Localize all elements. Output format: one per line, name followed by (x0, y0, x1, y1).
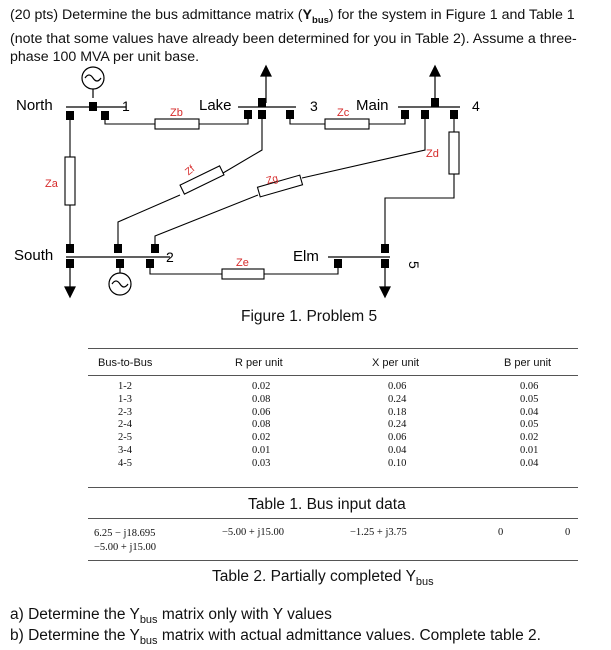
table-cell: 0.01 (520, 444, 539, 456)
figure-1-caption: Figure 1. Problem 5 (241, 308, 378, 325)
ybus-cell-1-1: 6.25 − j18.695 −5.00 + j15.00 (94, 528, 157, 553)
table-cell: 4-5 (118, 457, 132, 469)
table-cell: 0.03 (252, 457, 271, 469)
table-cell: 0.24 (388, 419, 407, 431)
table-cell: 0.08 (252, 419, 271, 431)
table-cell: 0.06 (388, 381, 407, 392)
table-2-top-rule (88, 518, 578, 519)
impedance-label-zc: Zc (337, 107, 350, 119)
ybus-cell-1-3: −1.25 + j3.75 (350, 527, 407, 538)
table-cell: 0.04 (520, 457, 539, 469)
bus-label-south: South (14, 247, 54, 264)
table-cell: 1-3 (118, 393, 132, 405)
statement-lead: (20 pts) Determine the bus admittance matrix ( (10, 7, 303, 23)
table-1-caption: Table 1. Bus input data (248, 496, 406, 513)
table-cell: 1-2 (118, 381, 132, 392)
table-cell: 2-5 (118, 432, 132, 444)
question-b: b) Determine the $Y_{bus}$ matrix with actual admittance values. Complete table 2. (10, 627, 541, 648)
bus-label-lake: Lake (199, 97, 232, 114)
bus-label-north: North (16, 97, 53, 114)
table-1-header-rule (88, 375, 578, 376)
impedance-label-zd: Zd (426, 148, 439, 160)
table-cell: 0.05 (520, 419, 539, 431)
table-cell: 2-4 (118, 419, 132, 431)
ybus-cell-1-4: 0 (498, 527, 504, 538)
ybus-cell-1-2: −5.00 + j15.00 (222, 527, 285, 538)
impedance-label-zb: Zb (170, 107, 183, 119)
question-a: a) Determine the $Y_{bus}$ matrix only with Y values (10, 606, 332, 627)
bus-label-main: Main (356, 97, 389, 114)
table-cell: 0.06 (252, 406, 271, 418)
bus-number-3: 3 (310, 98, 318, 114)
table-cell: 0.05 (520, 393, 539, 405)
table-1-top-rule (88, 348, 578, 349)
table-cell: 3-4 (118, 444, 132, 456)
table-cell: 0.02 (520, 432, 539, 444)
table-1-bottom-rule (88, 487, 578, 488)
impedance-label-za: Za (45, 178, 58, 190)
line-1-2 (65, 112, 75, 252)
bus-number-5: 5 (406, 261, 422, 269)
table-1-col-b (520, 381, 538, 471)
bus-number-4: 4 (472, 98, 480, 114)
table-2-bottom-rule (88, 560, 578, 561)
table-cell: 0.04 (388, 444, 407, 456)
impedance-label-zf: Zf (183, 163, 198, 178)
table-1-col-bus (118, 381, 132, 471)
statement-tail: ) for the system in Figure 1 and Table 1 (note that some values have already been determined for you in Table 2). Assume a three-phase 100 MVA per unit base. (10, 7, 577, 65)
table-cell: 0.01 (252, 444, 271, 456)
table-cell: 0.24 (388, 393, 407, 405)
ybus-symbol: $Y_{bus}$ (302, 7, 329, 26)
table-cell: 0.02 (252, 432, 271, 444)
table-1-header-b: B per unit (504, 357, 552, 369)
impedance-label-ze: Ze (236, 257, 249, 269)
table-cell: 2-3 (118, 406, 132, 418)
table-cell: 0.02 (252, 381, 271, 392)
table-1-col-r (252, 381, 270, 471)
table-2-caption: Table 2. Partially completed $Y_{bus}$ (212, 568, 434, 589)
table-cell: 0.10 (388, 457, 407, 469)
table-cell: 0.18 (388, 406, 407, 418)
table-1-header-bus: Bus-to-Bus (98, 357, 153, 369)
line-2-3 (118, 112, 262, 252)
impedance-label-zg: Zg (265, 173, 280, 187)
bus-label-elm: Elm (293, 248, 319, 265)
table-cell: 0.06 (520, 381, 539, 392)
line-4-5 (385, 112, 459, 252)
bus-number-1: 1 (122, 98, 130, 114)
generator-north (82, 67, 104, 98)
ybus-cell-1-5: 0 (565, 527, 571, 538)
bus-number-2: 2 (166, 249, 174, 265)
table-cell: 0.04 (520, 406, 539, 418)
table-1-header-x: X per unit (372, 357, 420, 369)
table-1-col-x (388, 381, 406, 471)
table-cell: 0.08 (252, 393, 271, 405)
table-1-header-r: R per unit (235, 357, 283, 369)
table-cell: 0.06 (388, 432, 407, 444)
